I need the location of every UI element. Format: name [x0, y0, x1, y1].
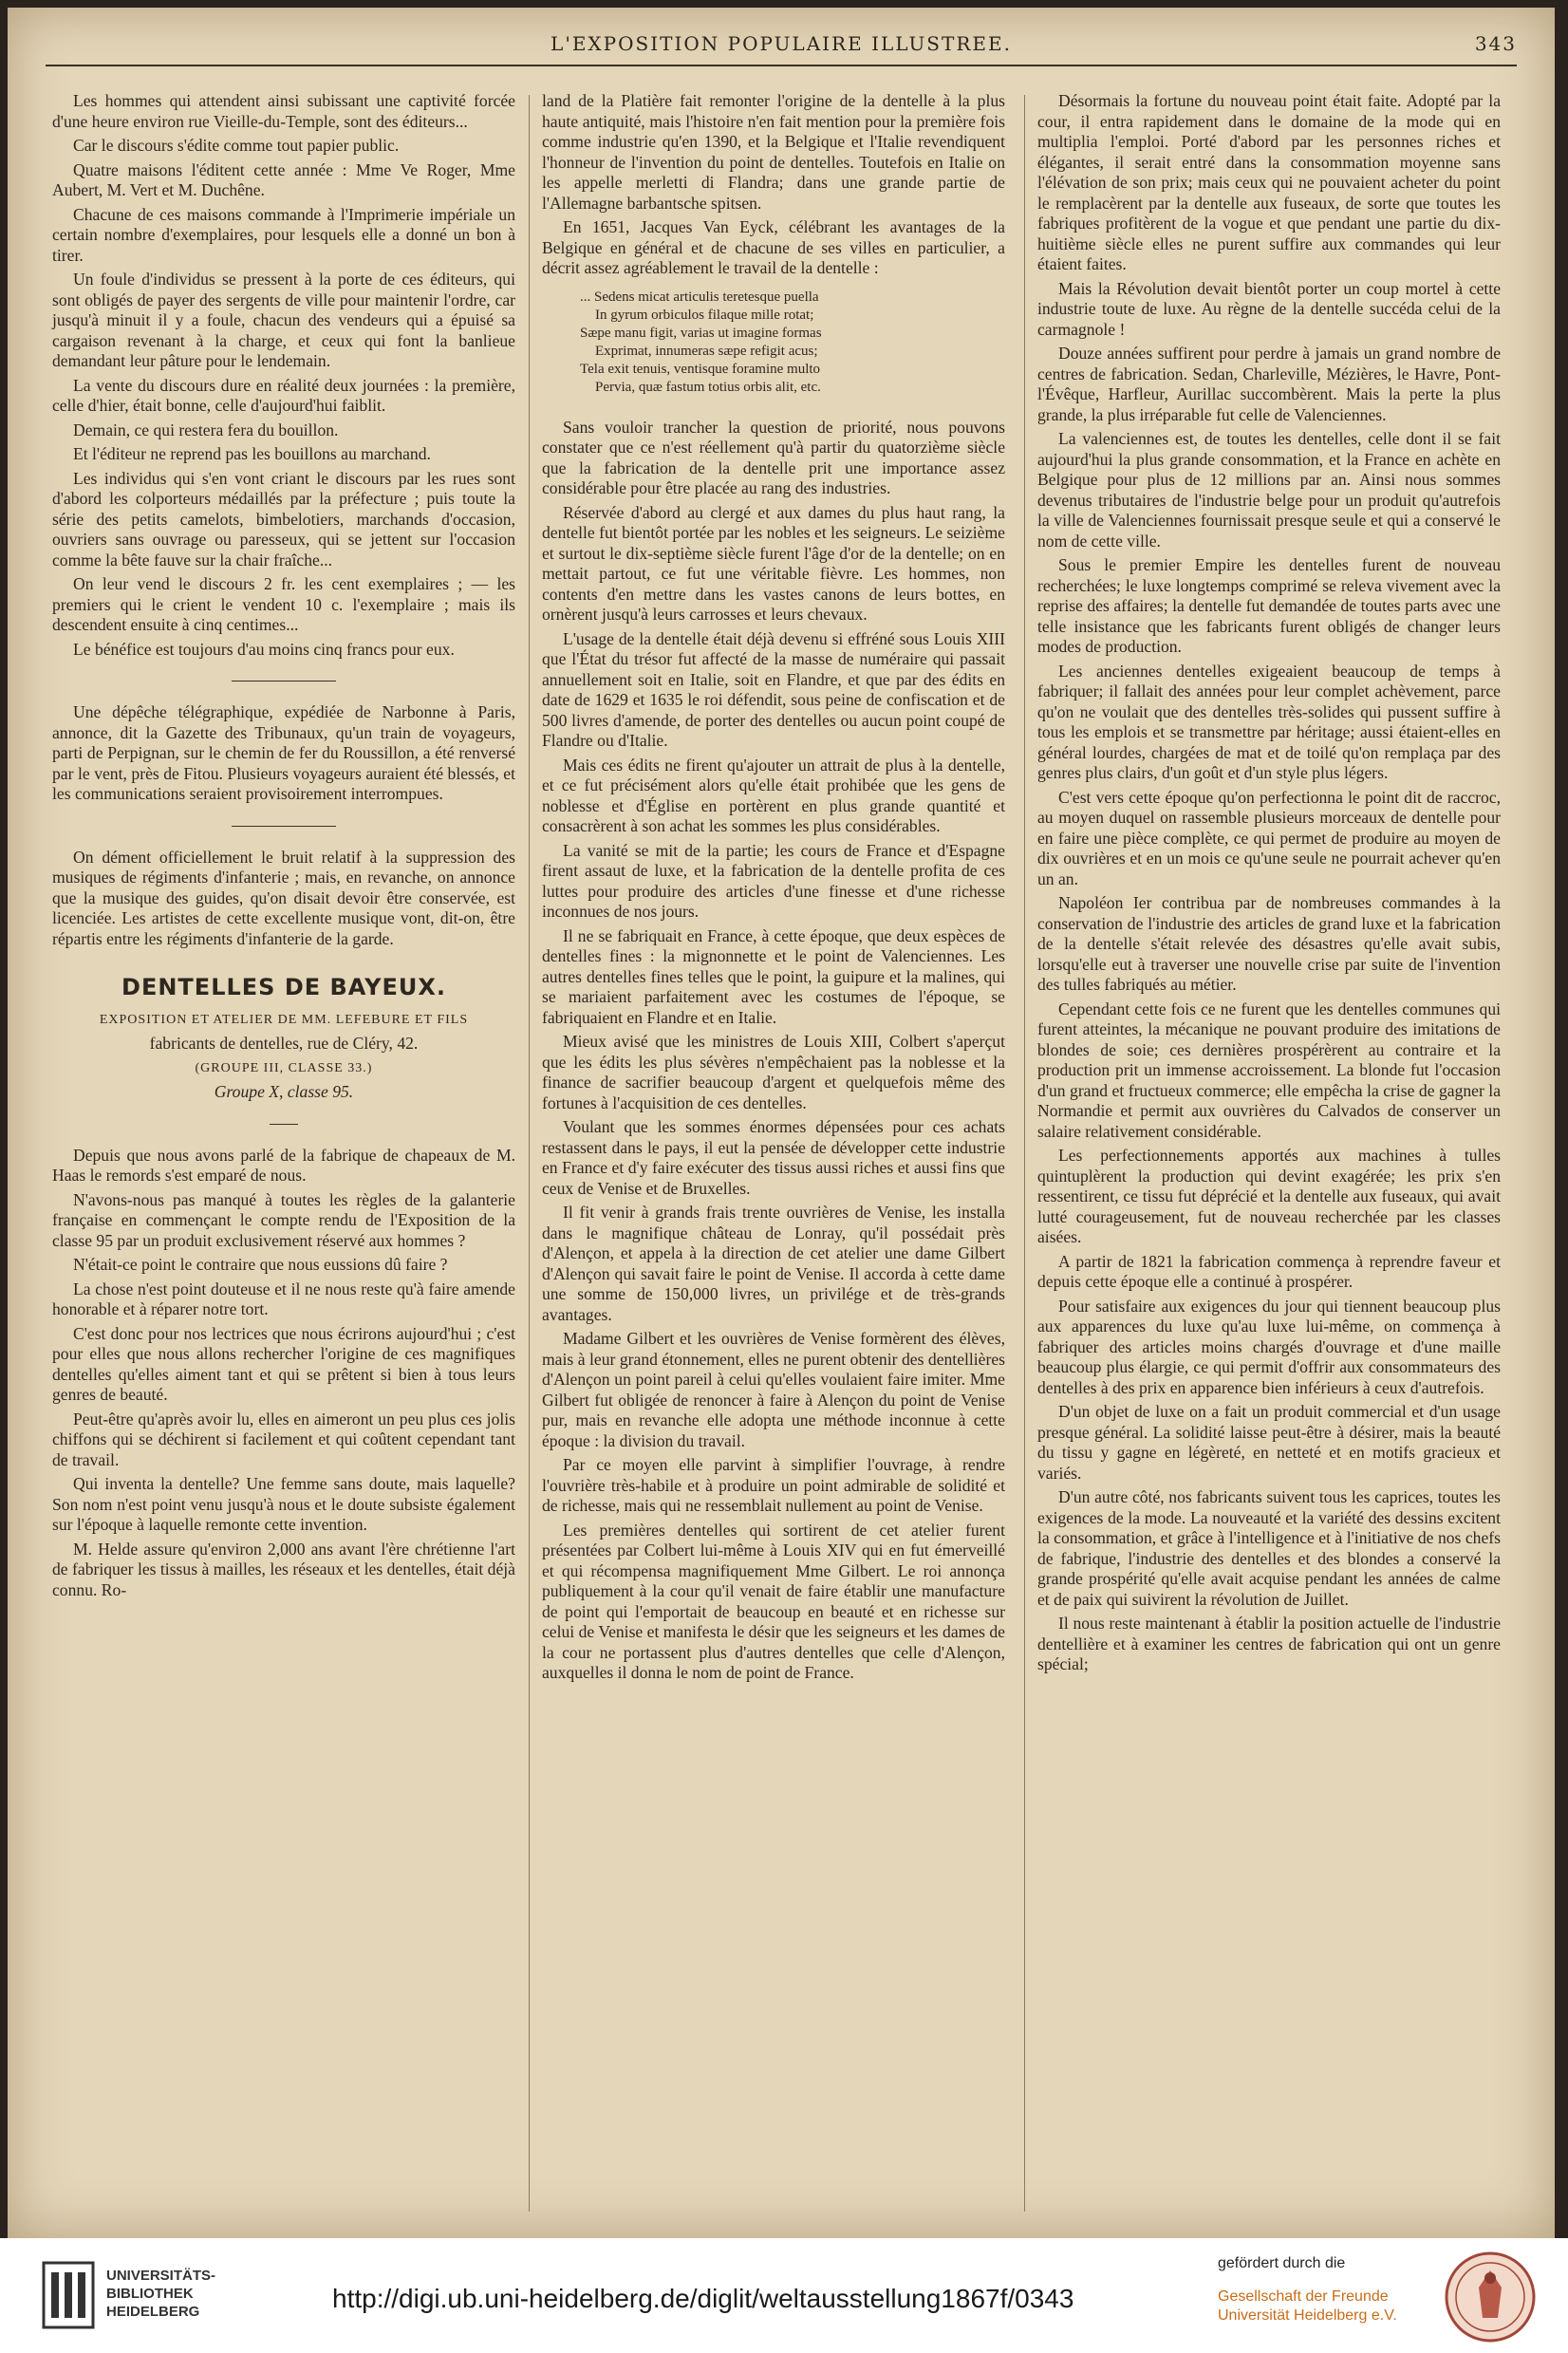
sponsor-name-line: Gesellschaft der Freunde — [1218, 2288, 1389, 2305]
paragraph: Depuis que nous avons parlé de la fabrique de chapeaux de M. Haas le remords s'est emparé de nous. — [52, 1145, 515, 1185]
verse-line: Sæpe manu figit, varias ut imagine formas — [580, 325, 822, 341]
paragraph: N'avons-nous pas manqué à toutes les règles de la galanterie française en commençant le compte rendu de l'Exposition de la classe 95 par un produit exclusivement réservé aux hommes ? — [52, 1189, 515, 1250]
page-number: 343 — [1474, 32, 1517, 55]
paragraph: La vanité se mit de la partie; les cours de France et d'Espagne firent assaut de luxe, et la fabrication de la dentelle profita de ces luttes pour produire des articles d'une finesse et d'une richesse inconnues de nos jours. — [542, 840, 1005, 921]
paragraph: M. Helde assure qu'environ 2,000 ans avant l'ère chrétienne l'art de fabriquer les tissus à mailles, les réseaux et les dentelles, était déjà connu. Ro- — [52, 1539, 515, 1599]
classification-class: Groupe X, classe 95. — [214, 1082, 354, 1101]
paragraph: L'usage de la dentelle était déjà devenu si effréné sous Louis XIII que l'État du trésor fut affecté de la masse de numéraire qui passait annuellement soit en Italie, soit en Flandre, et que par des édits en date de 1629 et 1635 le roi défendit, sous peine de confiscation et de 500 livres d'amende, de porter des dentelles ou aucun point coupé de Flandre ou d'Italie. — [542, 628, 1005, 750]
article-subtitle-2: fabricants de dentelles, rue de Cléry, 42. — [149, 1034, 419, 1053]
paragraph: D'un autre côté, nos fabricants suivent tous les caprices, toutes les exigences de la mode. La nouveauté et la variété des dessins excitent la consommation, et grâce à l'intelligence et à l'initiative de nos chefs de fabrique, l'industrie des dentelles et des blondes a conservé la grande prospérité qu'elle avait acquise pendant les années de calme et de paix qui suivirent la révolution de Juillet. — [1037, 1487, 1501, 1609]
newspaper-page — [8, 8, 1555, 2238]
paragraph: Cependant cette fois ce ne furent que les dentelles communes qui furent atteintes, la mécanique ne pouvant produire des imitations de blondes de soie; ces dernières prospérèrent au contraire et la production prit un immense accroissement. La blonde fut l'occasion d'un grand et fructueux commerce; elle empêcha la crise de gagner la Normandie et permit aux ouvrières du Calvados de conserver un salaire relativement considérable. — [1037, 999, 1501, 1141]
library-name-line: HEIDELBERG — [106, 2304, 200, 2320]
paragraph: Les anciennes dentelles exigeaient beaucoup de temps à fabriquer; il fallait des années pour leur complet achèvement, parce qu'on ne voulait que des dentelles très-solides qui pussent suffire à tous les emplois et se transmettre par héritage; aussi étaient-elles en général lourdes, chargées de mat et de toilé qu'on remplaça par des genres plus clairs, d'un goût et d'un style plus légers. — [1037, 661, 1501, 782]
section-separator — [232, 681, 336, 682]
sponsor-name — [1218, 2288, 1397, 2325]
paragraph: Car le discours s'édite comme tout papier public. — [73, 136, 400, 155]
paragraph: Napoléon Ier contribua par de nombreuses commandes à la conservation de l'industrie des articles de grand luxe et la fabrication de la dentelle s'était relevée des désastres qu'elle avait subis, lorsqu'elle eut à traverser une nouvelle crise par suite de l'invention des tulles fabriqués au métier. — [1037, 893, 1501, 994]
paragraph: Les individus qui s'en vont criant le discours par les rues sont d'abord les colporteurs médaillés par la préfecture ; puis toute la série des petits camelots, bimbelotiers, marchands d'occasion, ouvriers sans ouvrage ou paresseux, qui se jettent sur l'occasion comme la bête fauve sur la chair fraîche... — [52, 468, 515, 570]
section-separator — [232, 826, 336, 827]
column-3 — [1037, 91, 1501, 1679]
paragraph: Désormais la fortune du nouveau point était faite. Adopté par la cour, il entra rapidement dans le domaine de la mode qui en multiplia l'emploi. Porté d'abord par les personnes riches et élégantes, il serait entré dans la consommation moyenne sans l'élévation de son prix; mais ceux qui ne pouvaient acheter du point le remplacèrent par la dentelle aux fuseaux, de sorte que toutes les fabriques profitèrent de la vogue et que pendant une partie du dix-huitième siècle elles ne purent suffire aux commandes qui leur étaient faites. — [1037, 91, 1501, 273]
paragraph: Douze années suffirent pour perdre à jamais un grand nombre de centres de fabrication. Sedan, Charleville, Mézières, le Havre, Pont-l'Évêque, Harfleur, Aurillac succombèrent. Mais la perte la plus grande, la plus irréparable fut celle de Valenciennes. — [1037, 344, 1501, 424]
university-library-logo-icon — [38, 2257, 99, 2333]
source-url-link[interactable]: http://digi.ub.uni-heidelberg.de/diglit/weltausstellung1867f/0343 — [332, 2284, 1074, 2313]
paragraph: Le bénéfice est toujours d'au moins cinq francs pour eux. — [73, 639, 455, 659]
paragraph: Mais ces édits ne firent qu'ajouter un attrait de plus à la dentelle, et ce fut précisément alors qu'elle était prohibée que les gens de noblesse et d'Église en portèrent en plus grande quantité et consacrèrent à son achat les sommes les plus considérables. — [542, 755, 1005, 835]
paragraph: La chose n'est point douteuse et il ne nous reste qu'à faire amende honorable et à réparer notre tort. — [52, 1279, 515, 1318]
digitization-footer — [0, 2238, 1568, 2353]
paragraph: Peut-être qu'après avoir lu, elles en aimeront un peu plus ces jolis chiffons qui se déchirent si facilement et qui coûtent cependant tant de travail. — [52, 1409, 515, 1469]
sponsor-name-line: Universität Heidelberg e.V. — [1218, 2307, 1397, 2324]
header-rule — [46, 65, 1517, 66]
university-seal-icon — [1443, 2250, 1538, 2344]
paragraph: D'un objet de luxe on a fait un produit commercial et d'un usage presque général. La solidité laisse peut-être à désirer, mais la beauté du tissu y gagne en légèreté, en netteté et en motifs gracieux et variés. — [1037, 1402, 1501, 1483]
paragraph: Voulant que les sommes énormes dépensées pour ces achats restassent dans le pays, il eut la pensée de développer cette industrie en France et d'y faire exécuter des tissus aussi riches et aussi fins que ceux de Venise et de Bruxelles. — [542, 1117, 1005, 1198]
paragraph: Mieux avisé que les ministres de Louis XIII, Colbert s'aperçut que les édits les plus sévères n'empêchaient pas la noblesse et la finance de sacrifier beaucoup d'argent et quelquefois même des fortunes à l'acquisition de ces dentelles. — [542, 1032, 1005, 1112]
paragraph: Réservée d'abord au clergé et aux dames du plus haut rang, la dentelle fut bientôt portée par les nobles et les seigneurs. Le seizième et surtout le dix-septième siècle furent l'âge d'or de la dentelle; on en mettait partout, ce fut une véritable fièvre. Les hommes, non contents d'en mettre dans les vastes canons de leurs bottes, en ornèrent jusqu'à leurs carrosses et leurs chevaux. — [542, 502, 1005, 624]
paragraph: On dément officiellement le bruit relatif à la suppression des musiques de régiments d'infanterie ; mais, en revanche, on annonce que la musique des guides, qu'on disait devoir être conservée, est licenciée. Les artistes de cette excellente musique vont, dit-on, être répartis entre les régiments d'infanterie de la garde. — [52, 847, 515, 948]
paragraph: Il nous reste maintenant à établir la position actuelle de l'industrie dentellière et à examiner les centres de fabrication qui ont un genre spécial; — [1037, 1614, 1501, 1673]
column-divider — [1024, 95, 1025, 2212]
paragraph: Quatre maisons l'éditent cette année : Mme Ve Roger, Mme Aubert, M. Vert et M. Duchêne. — [52, 159, 515, 199]
column-2 — [542, 91, 1005, 1688]
classification-group: (GROUPE III, CLASSE 33.) — [195, 1060, 373, 1075]
paragraph: Sans vouloir trancher la question de priorité, nous pouvons constater que ce n'est réellement qu'à partir du quatorzième siècle que la fabrication de la dentelle prit une importance assez considérable pour être placée au rang des industries. — [542, 417, 1005, 497]
paragraph: Sous le premier Empire les dentelles furent de nouveau recherchées; le luxe longtemps comprimé se releva vivement avec la reprise des affaires; la dentelle fut demandée de toutes parts avec une telle insistance que les fabricants furent obligés de changer leurs modes de production. — [1037, 555, 1501, 656]
verse-line: Exprimat, innumeras sæpe refigit acus; — [595, 343, 818, 359]
latin-verse — [580, 289, 1005, 397]
paragraph: A partir de 1821 la fabrication commença à reprendre faveur et depuis cette époque elle a continué à prospérer. — [1037, 1251, 1501, 1291]
paragraph: Il fit venir à grands frais trente ouvrières de Venise, les installa dans le magnifique château de Lonray, qu'il possédait près d'Alençon, et appela à la direction de cet atelier une dame Gilbert d'Alençon qui savait faire le point de Venise. Il accorda à cette dame une somme de 150,000 livres, un privilége et de très-grands avantages. — [542, 1203, 1005, 1324]
article-title: DENTELLES DE BAYEUX. — [121, 974, 446, 1000]
paragraph: Il ne se fabriquait en France, à cette époque, que deux espèces de dentelles fines : la mignonnette et le point de Valenciennes. Les autres dentelles fines telles que le point, la guipure et la malines, qui se mariaient parfaitement avec les costumes de l'époque, se fabriquaient en Flandre et en Italie. — [542, 925, 1005, 1027]
column-1 — [52, 91, 515, 1604]
library-name-line: UNIVERSITÄTS- — [106, 2268, 216, 2284]
paragraph: Madame Gilbert et les ouvrières de Venise formèrent des élèves, mais à leur grand étonnement, elles ne purent obtenir des dentellières d'Alençon un point pareil à celui qu'elles voulaient faire imiter. Mme Gilbert fut obligée de renoncer à faire à Alençon du point de Venise pur, mais en revanche elle adopta une méthode inconnue à cette époque : la division du travail. — [542, 1329, 1005, 1450]
paragraph: Les premières dentelles qui sortirent de cet atelier furent présentées par Colbert lui-même à Louis XIV qui en fut émerveillé et qui récompensa magnifiquement Mme Gilbert. Le roi annonça publiquement à la cour qu'il venait de faire établir une manufacture de point qui l'emportait de beaucoup en beauté et en richesse sur celui de Venise et manifesta le désir que les seigneurs et les dames de la cour ne portassent plus d'autres dentelles que celle d'Alençon, auxquelles il donna le nom de point de France. — [542, 1520, 1005, 1682]
paragraph: On leur vend le discours 2 fr. les cent exemplaires ; — les premiers qui le crient le vendent 10 c. l'exemplaire ; mais ils descendent ensuite à cinq centimes... — [52, 574, 515, 634]
paragraph: Un foule d'individus se pressent à la porte de ces éditeurs, qui sont obligés de payer des sergents de ville pour maintenir l'ordre, car jusqu'à minuit il y a foule, chacun des vendeurs qui a épuisé sa cargaison revenant à la charge, et ceux qui font la banlieue demandant leur pâture pour le lendemain. — [52, 270, 515, 370]
paragraph: Une dépêche télégraphique, expédiée de Narbonne à Paris, annonce, dit la Gazette des Tribunaux, qu'un train de voyageurs, parti de Perpignan, sur le chemin de fer du Roussillon, a été renversé par le vent, près de Fitou. Plusieurs voyageurs auraient été blessés, et les communications seraient provisoirement interrompues. — [52, 702, 515, 803]
paragraph: La valenciennes est, de toutes les dentelles, celle dont il se fait aujourd'hui la plus grande consommation, et la France en achète en Belgique pour plus de 12 millions par an. Ainsi nous sommes devenus tributaires de l'industrie belge pour un produit qu'autrefois la ville de Valenciennes fournissait presque seule et qui a conservé le nom de cette ville. — [1037, 429, 1501, 551]
running-title: L'EXPOSITION POPULAIRE ILLUSTREE. — [551, 32, 1012, 55]
sponsor-caption: gefördert durch die — [1218, 2255, 1346, 2271]
paragraph: Et l'éditeur ne reprend pas les bouillons au marchand. — [73, 444, 431, 463]
verse-line: Pervia, quæ fastum totius orbis alit, etc. — [595, 379, 821, 395]
paragraph: Les perfectionnements apportés aux machines à tulles quintuplèrent la production qui devint exagérée; les prix s'en ressentirent, ce tissu fut déprécié et la dentelle aux fuseaux, qui avait lutté courageusement, fut de nouveau recherchée par les classes aisées. — [1037, 1146, 1501, 1246]
paragraph: C'est vers cette époque qu'on perfectionna le point dit de raccroc, au moyen duquel on rassemble plusieurs morceaux de dentelle pour en faire une pièce complète, ce qui permet de produire au moyen de dix ouvrières et en un mois ce qu'une seule ne pourrait achever qu'en un an. — [1037, 787, 1501, 888]
verse-line: In gyrum orbiculos filaque mille rotat; — [595, 307, 814, 323]
paragraph: N'était-ce point le contraire que nous eussions dû faire ? — [73, 1255, 448, 1274]
paragraph: C'est donc pour nos lectrices que nous écrirons aujourd'hui ; c'est pour elles que nous allons rechercher l'origine de ces magnifiques dentelles qu'elles aiment tant et qui se prêtent si bien à tous leurs genres de beauté. — [52, 1323, 515, 1404]
paragraph: Demain, ce qui restera fera du bouillon. — [73, 420, 339, 439]
article-subtitle: EXPOSITION ET ATELIER DE MM. LEFEBURE ET FILS — [99, 1012, 469, 1027]
paragraph: Par ce moyen elle parvint à simplifier l'ouvrage, à rendre l'ouvrière très-habile et à produire un point admirable de solidité et de richesse, mais qui ne ressemblait nullement au point de Venise. — [542, 1455, 1005, 1515]
paragraph: En 1651, Jacques Van Eyck, célébrant les avantages de la Belgique en général et de chacune de ses villes en particulier, a décrit assez agréablement le travail de la dentelle : — [542, 217, 1005, 277]
paragraph: Qui inventa la dentelle? Une femme sans doute, mais laquelle? Son nom n'est point venu jusqu'à nous et le doute subsiste également sur l'époque à laquelle remonte cette invention. — [52, 1474, 515, 1534]
paragraph: Les hommes qui attendent ainsi subissant une captivité forcée d'une heure environ rue Vieille-du-Temple, sont des éditeurs... — [52, 91, 515, 131]
paragraph: Mais la Révolution devait bientôt porter un coup mortel à cette industrie toute de luxe. Au règne de la dentelle succéda celui de la carmagnole ! — [1037, 278, 1501, 339]
paragraph: Chacune de ces maisons commande à l'Imprimerie impériale un certain nombre d'exemplaires, pour lesquels elle a donné un bon à tirer. — [52, 204, 515, 265]
column-divider — [529, 95, 530, 2212]
paragraph: Pour satisfaire aux exigences du jour qui tiennent beaucoup plus aux apparences du luxe qu'au luxe lui-même, on commença à fabriquer des articles moins chargés d'ouvrage et d'une maille beaucoup plus élargie, ce qui permit d'offrir aux consommateurs des dentelles à des prix en apparence bien inférieurs à ceux d'autrefois. — [1037, 1296, 1501, 1397]
paragraph: land de la Platière fait remonter l'origine de la dentelle à la plus haute antiquité, mais l'histoire n'en fait mention pour la première fois comme industrie qu'en 1390, et la Belgique et l'Italie revendiquent l'honneur de l'invention du point de dentelles. Toutefois en Italie on les appelle merletti di Flandra; dans une grande partie de l'Allemagne barbantsche spitsen. — [542, 91, 1005, 213]
running-head — [46, 25, 1517, 63]
verse-line: Tela exit tenuis, ventisque foramine multo — [580, 361, 821, 377]
paragraph: La vente du discours dure en réalité deux journées : la première, celle d'hier, était bonne, celle d'aujourd'hui faiblit. — [52, 375, 515, 415]
verse-line: ... Sedens micat articulis teretesque puella — [580, 289, 819, 305]
library-name — [106, 2267, 215, 2321]
library-name-line: BIBLIOTHEK — [106, 2286, 194, 2302]
short-separator — [270, 1124, 298, 1125]
